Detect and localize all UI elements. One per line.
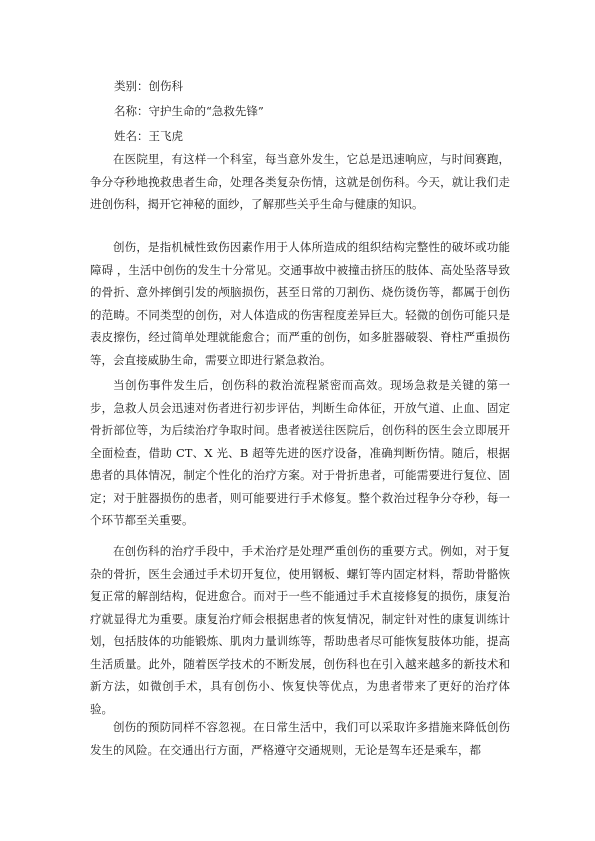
- paragraph-definition: 创伤，是指机械性致伤因素作用于人体所造成的组织结构完整性的破坏或功能障碍 ，生活中创伤的发生十分常见。交通事故中被撞击挤压的肢体、高处坠落导致的骨折、意外摔倒引发的颅脑损伤，甚至日常的刀割伤、烧伤烫伤等，都属于创伤的范畴。不同类型的创伤，对人体造成的伤害程度差异巨大。轻微的创伤可能只是表皮擦伤，经过简单处理就能愈合；而严重的创伤，如多脏器破裂、脊柱严重损伤等，会直接威胁生命，需要立即进行紧急救治。: [90, 240, 510, 367]
- category-line: 类别：创伤科: [114, 79, 183, 93]
- paragraph-intro: 在医院里，有这样一个科室，每当意外发生，它总是迅速响应，与时间赛跑，争分夺秒地挽救患者生命，处理各类复杂伤情，这就是创伤科。今天，就让我们走进创伤科，揭开它神秘的面纱，了解那些关乎生命与健康的知识。: [90, 152, 510, 211]
- author-line: 姓名：王飞虎: [114, 129, 183, 143]
- paragraph-treatment-process: 当创伤事件发生后，创伤科的救治流程紧密而高效。现场急救是关键的第一步，急救人员会迅速对伤者进行初步评估，判断生命体征，开放气道、止血、固定骨折部位等，为后续治疗争取时间。患者被送往医院后，创伤科的医生会立即展开全面检查，借助 CT、X 光、B 超等先进的医疗设备，准确判断伤情。随后，根据患者的具体情况，制定个性化的治疗方案。对于骨折患者，可能需要进行复位、固定；对于脏器损伤的患者，则可能要进行手术修复。整个救治过程争分夺秒，每一个环节都至关重要。: [90, 378, 510, 527]
- title-line: 名称：守护生命的“急救先锋”: [114, 104, 264, 118]
- paragraph-treatment-methods: 在创伤科的治疗手段中，手术治疗是处理严重创伤的重要方式。例如，对于复杂的骨折，医生会通过手术切开复位，使用钢板、螺钉等内固定材料，帮助骨骼恢复正常的解剖结构，促进愈合。而对于一些不能通过手术直接修复的损伤，康复治疗就显得尤为重要。康复治疗师会根据患者的恢复情况，制定针对性的康复训练计划，包括肢体的功能锻炼、肌肉力量训练等，帮助患者尽可能恢复肢体功能，提高生活质量。此外，随着医学技术的不断发展，创伤科也在引入越来越多的新技术和新方法，如微创手术，具有创伤小、恢复快等优点，为患者带来了更好的治疗体验。: [90, 544, 510, 716]
- paragraph-prevention: 创伤的预防同样不容忽视。在日常生活中，我们可以采取许多措施来降低创伤发生的风险。在交通出行方面，严格遵守交通规则，无论是驾车还是乘车，都: [90, 720, 510, 757]
